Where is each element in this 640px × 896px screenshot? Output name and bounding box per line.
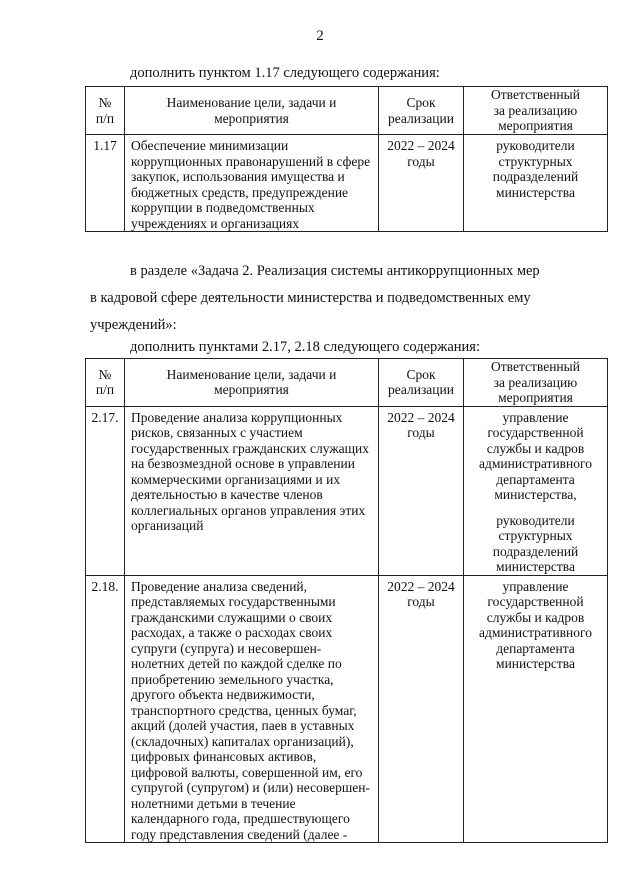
section-paragraph: [90, 258, 604, 339]
header-name: Наименование цели, задачи и мероприятия: [125, 87, 379, 135]
intro-paragraph-1: дополнить пунктом 1.17 следующего содержания:: [130, 65, 440, 81]
row-responsible: управление государственной службы и кадров административного департамента министерства: [464, 575, 608, 843]
section-line-3: учреждений»:: [90, 317, 177, 333]
row-num: 2.17.: [86, 406, 125, 575]
table-item-1-17: [85, 86, 608, 232]
table-header-row: [86, 87, 608, 135]
header-term: Срок реализации: [379, 359, 464, 407]
section-line-1: в разделе «Задача 2. Реализация системы антикоррупционных мер: [130, 263, 540, 279]
page-number: 2: [316, 28, 324, 44]
intro-paragraph-2: дополнить пунктами 2.17, 2.18 следующего содержания:: [130, 339, 480, 355]
row-responsible: [464, 406, 608, 575]
row-name: Проведение анализа коррупционных рисков, связанных с участием государственных гражданских служащих на безвозмездной основе в управлении коммерческими организациями и их деятельностью в качестве членов коллегиальных органов управления этих организаций: [125, 406, 379, 575]
table-row: [86, 135, 608, 232]
header-num: № п/п: [86, 87, 125, 135]
header-name: Наименование цели, задачи и мероприятия: [125, 359, 379, 407]
row-num: 2.18.: [86, 575, 125, 843]
table-row: [86, 406, 608, 575]
section-line-2: в кадровой сфере деятельности министерства и подведомственных ему: [90, 290, 531, 306]
table-row: [86, 575, 608, 843]
table-header-row: [86, 359, 608, 407]
header-responsible: Ответственный за реализацию мероприятия: [464, 87, 608, 135]
row-responsible: руководители структурных подразделений министерства: [464, 135, 608, 232]
row-term: 2022 – 2024 годы: [379, 406, 464, 575]
header-responsible: Ответственный за реализацию мероприятия: [464, 359, 608, 407]
row-name: Проведение анализа сведений, представляемых государственными гражданскими служащими о своих расходах, а также о расходах своих супруги (супруга) и несовершен- нолетних детей по каждой сделке по приобретению земельного участка, другого объекта недвижимости, транспортного средства, ценных бумаг, акций (долей участия, паев в уставных (складочных) капиталах организаций), цифровых финансовых активов, цифровой валюты, совершенной им, его супругой (супругом) и (или) несовершен- нолетними детьми в течение календарного года, предшествующего году представления сведений (далее -: [125, 575, 379, 843]
row-term: 2022 – 2024 годы: [379, 575, 464, 843]
row-name: Обеспечение минимизации коррупционных правонарушений в сфере закупок, использования имущества и бюджетных средств, предупреждение коррупции в подведомственных учреждениях и организациях: [125, 135, 379, 232]
table-items-2-17-2-18: [85, 358, 608, 843]
responsible-part-2: руководители структурных подразделений министерства: [492, 512, 579, 574]
responsible-part-1: управление государственной службы и кадров административного департамента министерства,: [479, 409, 592, 502]
header-num: № п/п: [86, 359, 125, 407]
row-term: 2022 – 2024 годы: [379, 135, 464, 232]
row-num: 1.17: [86, 135, 125, 232]
header-term: Срок реализации: [379, 87, 464, 135]
